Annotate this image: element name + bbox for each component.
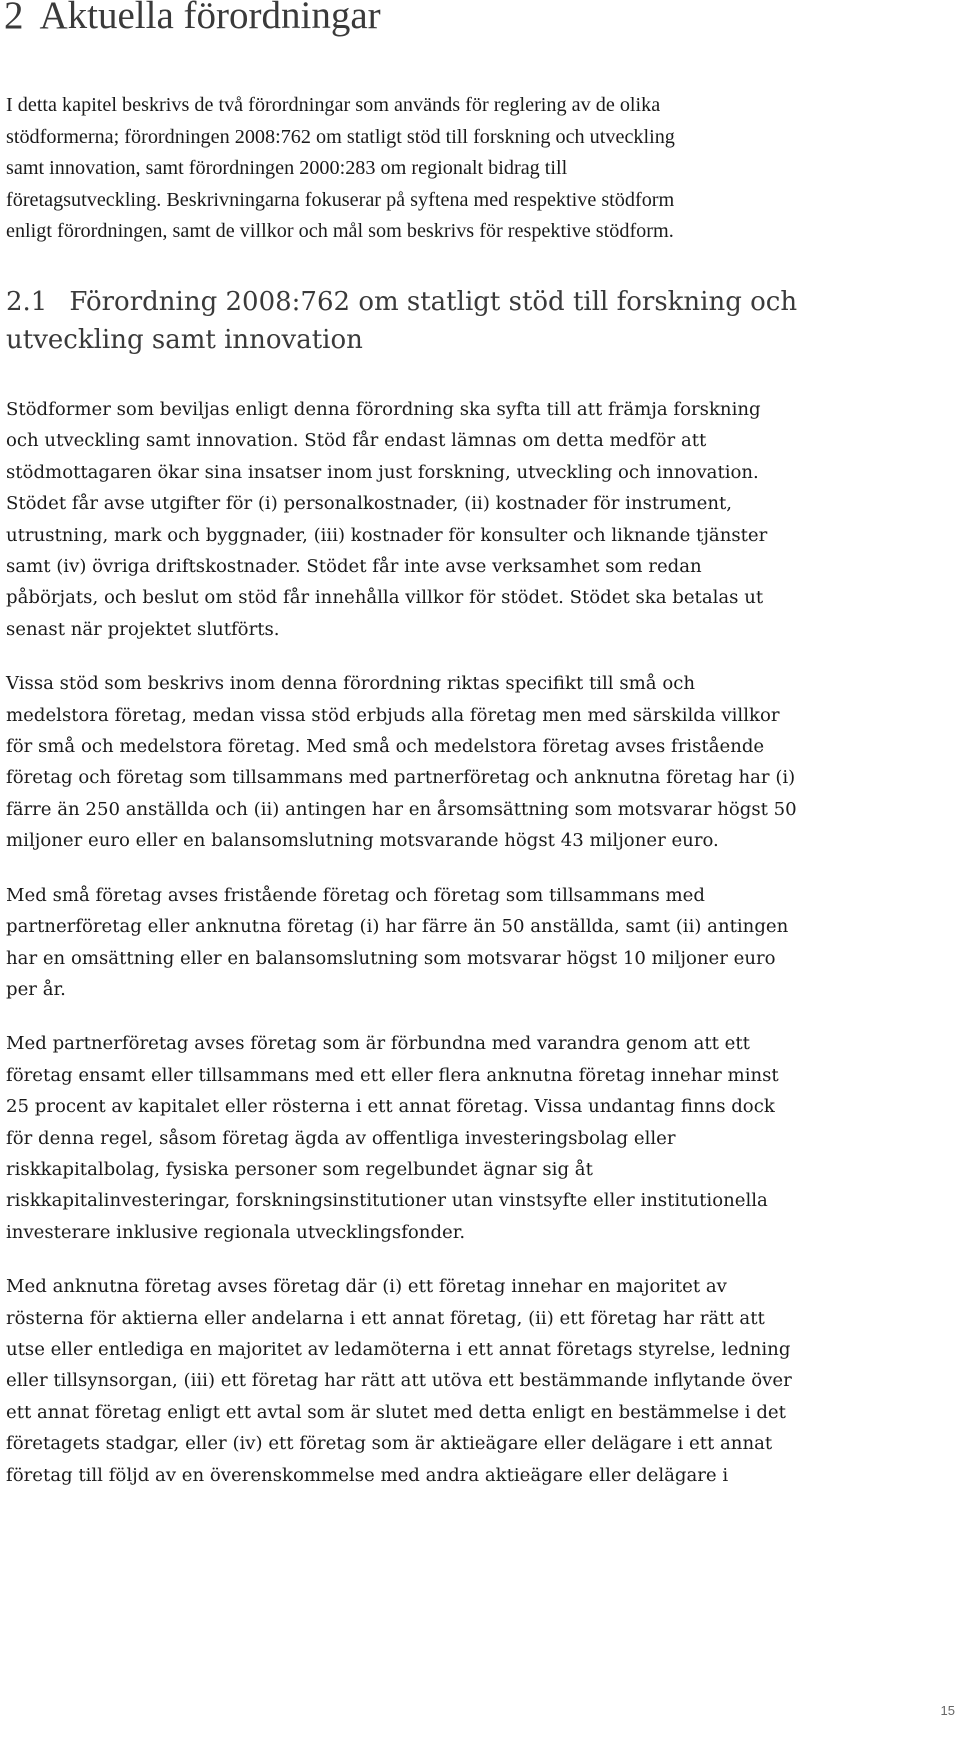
text-line: för denna regel, såsom företag ägda av offentliga investeringsbolag eller: [6, 1127, 676, 1149]
chapter-intro-paragraph: [6, 90, 942, 248]
text-line: och utveckling samt innovation. Stöd får endast lämnas om detta medför att: [6, 430, 707, 452]
paragraph-partner-enterprise-definition: [6, 1028, 950, 1248]
paragraph-small-enterprise-definition: [6, 880, 950, 1006]
paragraph-sme-definition: [6, 668, 950, 856]
paragraph-linked-enterprise-definition: [6, 1271, 950, 1491]
text-line: riskkapitalinvesteringar, forskningsinstitutioner utan vinstsyfte eller institutionella: [6, 1190, 768, 1212]
text-line: utse eller entlediga en majoritet av ledamöterna i ett annat företags styrelse, ledning: [6, 1338, 791, 1360]
text-line: Stödformer som beviljas enligt denna förordning ska syfta till att främja forskning: [6, 399, 761, 420]
text-line: enligt förordningen, samt de villkor och mål som beskrivs för respektive stödform.: [6, 220, 674, 242]
text-line: ett annat företag enligt ett avtal som är slutet med detta enligt en bestämmelse i det: [6, 1401, 786, 1423]
chapter-heading: [4, 0, 381, 40]
text-line: partnerföretag eller anknutna företag (i) har färre än 50 anställda, samt (ii) antingen: [6, 916, 789, 938]
section-body: [6, 394, 950, 1514]
chapter-number: 2: [4, 0, 24, 37]
section-title-line: Förordning 2008:762 om statligt stöd till forskning och: [69, 287, 798, 317]
text-line: företag ensamt eller tillsammans med ett eller flera anknutna företag innehar minst: [6, 1064, 779, 1086]
paragraph-support-forms: [6, 394, 950, 645]
text-line: senast när projektet slutförts.: [6, 618, 280, 640]
text-line: samt innovation, samt förordningen 2000:283 om regionalt bidrag till: [6, 157, 568, 179]
text-line: Med små företag avses fristående företag och företag som tillsammans med: [6, 884, 705, 906]
text-line: företag till följd av en överenskommelse med andra aktieägare eller delägare i: [6, 1464, 729, 1486]
text-line: för små och medelstora företag. Med små och medelstora företag avses fristående: [6, 736, 765, 758]
text-line: Vissa stöd som beskrivs inom denna förordning riktas specifikt till små och: [6, 673, 696, 695]
text-line: Med anknutna företag avses företag där (i) ett företag innehar en majoritet av: [6, 1276, 727, 1298]
chapter-title: Aktuella förordningar: [39, 0, 381, 37]
section-title-line: utveckling samt innovation: [6, 325, 363, 355]
text-line: företagsutveckling. Beskrivningarna fokuserar på syftena med respektive stödform: [6, 188, 675, 211]
text-line: utrustning, mark och byggnader, (iii) kostnader för konsulter och liknande tjänster: [6, 524, 768, 546]
text-line: rösterna för aktierna eller andelarna i ett annat företag, (ii) ett företag har rätt att: [6, 1307, 765, 1329]
text-line: miljoner euro eller en balansomslutning motsvarande högst 43 miljoner euro.: [6, 830, 719, 852]
text-line: företagets stadgar, eller (iv) ett företag som är aktieägare eller delägare i ett annat: [6, 1433, 773, 1455]
text-line: färre än 250 anställda och (ii) antingen har en årsomsättning som motsvarar högst 50: [6, 798, 797, 820]
section-number: 2.1: [6, 287, 48, 317]
page-number: 15: [940, 1703, 955, 1718]
text-line: I detta kapitel beskrivs de två förordningar som används för reglering av de olika: [6, 94, 661, 116]
text-line: per år.: [6, 978, 66, 1000]
text-line: Stödet får avse utgifter för (i) personalkostnader, (ii) kostnader för instrument,: [6, 493, 733, 515]
text-line: investerare inklusive regionala utvecklingsfonder.: [6, 1221, 466, 1243]
text-line: medelstora företag, medan vissa stöd erbjuds alla företag men med särskilda villkor: [6, 704, 780, 726]
section-heading: [6, 283, 946, 359]
text-line: företag och företag som tillsammans med partnerföretag och anknutna företag har (i): [6, 767, 796, 789]
text-line: påbörjats, och beslut om stöd får innehålla villkor för stödet. Stödet ska betalas ut: [6, 587, 764, 609]
text-line: riskkapitalbolag, fysiska personer som regelbundet ägnar sig åt: [6, 1158, 593, 1180]
text-line: stödformerna; förordningen 2008:762 om statligt stöd till forskning och utveckling: [6, 125, 675, 148]
text-line: har en omsättning eller en balansomslutning som motsvarar högst 10 miljoner euro: [6, 947, 776, 969]
text-line: 25 procent av kapitalet eller rösterna i ett annat företag. Vissa undantag finns dock: [6, 1096, 775, 1118]
text-line: stödmottagaren ökar sina insatser inom just forskning, utveckling och innovation.: [6, 461, 759, 483]
text-line: eller tillsynsorgan, (iii) ett företag har rätt att utöva ett bestämmande inflytande över: [6, 1370, 792, 1392]
text-line: samt (iv) övriga driftskostnader. Stödet får inte avse verksamhet som redan: [6, 556, 702, 578]
text-line: Med partnerföretag avses företag som är förbundna med varandra genom att ett: [6, 1033, 750, 1055]
